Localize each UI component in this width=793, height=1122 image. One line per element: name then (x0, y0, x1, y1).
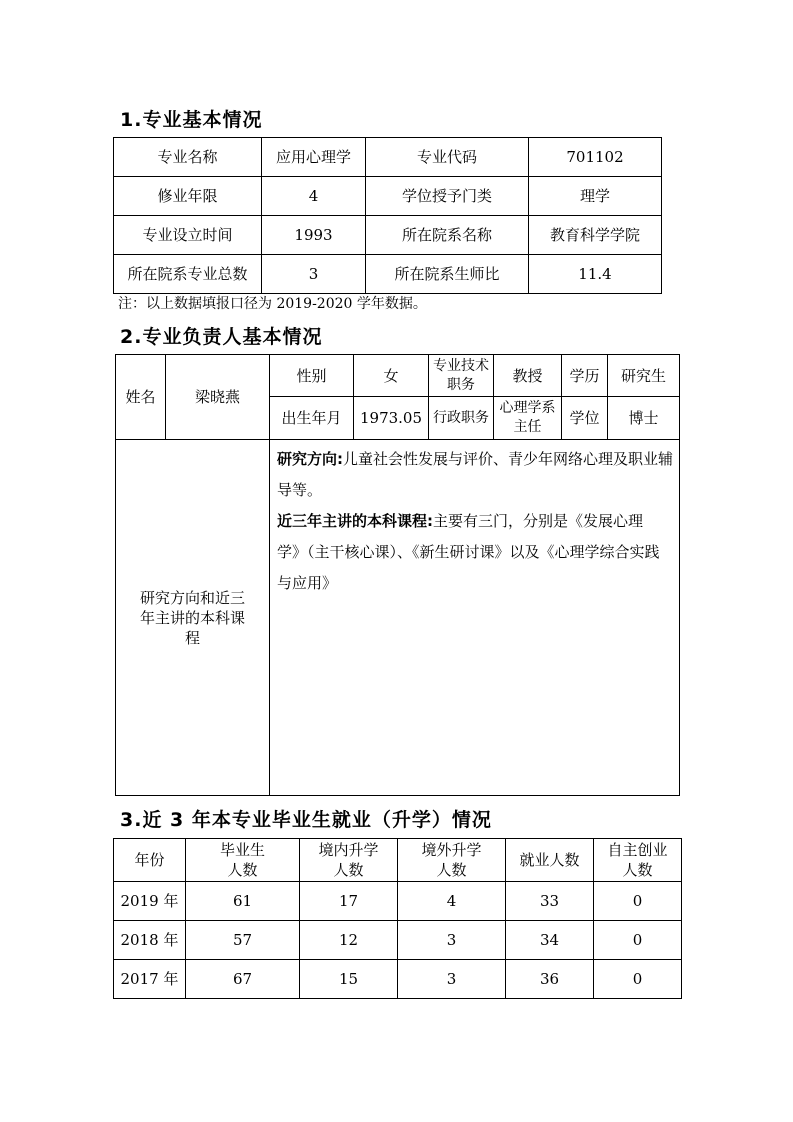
cell-label: 所在院系专业总数 (114, 255, 262, 294)
cell-value: 1993 (262, 216, 366, 255)
research-direction-text: 儿童社会性发展与评价、青少年网络心理及职业辅导等。 (277, 450, 674, 499)
cell-label: 所在院系名称 (366, 216, 529, 255)
table-cell: 4 (398, 882, 506, 921)
header-graduates: 毕业生人数 (186, 839, 300, 882)
name-value: 梁晓燕 (166, 355, 270, 440)
cell-label: 专业代码 (366, 138, 529, 177)
research-content (270, 440, 680, 796)
header-employed: 就业人数 (506, 839, 594, 882)
table-cell: 2018 年 (114, 921, 186, 960)
table-cell: 0 (594, 960, 682, 999)
table-cell: 33 (506, 882, 594, 921)
gender-value: 女 (354, 355, 429, 397)
degree-value: 博士 (608, 397, 680, 440)
table-cell: 2017 年 (114, 960, 186, 999)
title-label: 专业技术职务 (429, 355, 494, 397)
basic-info-table (113, 137, 662, 294)
gender-label: 性别 (270, 355, 354, 397)
cell-label: 专业名称 (114, 138, 262, 177)
table-cell: 0 (594, 882, 682, 921)
table-cell: 34 (506, 921, 594, 960)
section2-heading: 2.专业负责人基本情况 (120, 326, 323, 348)
cell-value: 4 (262, 177, 366, 216)
cell-value: 教育科学学院 (529, 216, 662, 255)
admin-label: 行政职务 (429, 397, 494, 440)
table-cell: 17 (300, 882, 398, 921)
employment-table (113, 838, 682, 999)
birth-value: 1973.05 (354, 397, 429, 440)
birth-label: 出生年月 (270, 397, 354, 440)
cell-label: 修业年限 (114, 177, 262, 216)
edu-value: 研究生 (608, 355, 680, 397)
table-cell: 2019 年 (114, 882, 186, 921)
recent-courses-label: 近三年主讲的本科课程: (277, 512, 433, 530)
table-cell: 3 (398, 921, 506, 960)
section3-heading: 3.近 3 年本专业毕业生就业（升学）情况 (120, 809, 492, 831)
research-label: 研究方向和近三年主讲的本科课程 (116, 440, 270, 796)
table-cell: 57 (186, 921, 300, 960)
cell-label: 专业设立时间 (114, 216, 262, 255)
recent-courses-text: 主要有三门，分别是《发展心理学》（主干核心课）、《新生研讨课》以及《心理学综合实践与应用》 (277, 512, 660, 592)
table-cell: 12 (300, 921, 398, 960)
table-cell: 15 (300, 960, 398, 999)
section1-heading: 1.专业基本情况 (120, 109, 263, 131)
cell-value: 应用心理学 (262, 138, 366, 177)
header-overseas-study: 境外升学人数 (398, 839, 506, 882)
research-direction (277, 444, 673, 506)
table-cell: 61 (186, 882, 300, 921)
table-cell: 36 (506, 960, 594, 999)
research-direction-label: 研究方向: (277, 450, 343, 468)
header-year: 年份 (114, 839, 186, 882)
table-cell: 0 (594, 921, 682, 960)
cell-label: 所在院系生师比 (366, 255, 529, 294)
cell-value: 3 (262, 255, 366, 294)
cell-value: 701102 (529, 138, 662, 177)
table-cell: 67 (186, 960, 300, 999)
header-self-employed: 自主创业人数 (594, 839, 682, 882)
recent-courses (277, 506, 673, 599)
cell-label: 学位授予门类 (366, 177, 529, 216)
cell-value: 11.4 (529, 255, 662, 294)
table-note: 注：以上数据填报口径为 2019-2020 学年数据。 (118, 296, 427, 312)
edu-label: 学历 (562, 355, 608, 397)
name-label: 姓名 (116, 355, 166, 440)
degree-label: 学位 (562, 397, 608, 440)
table-cell: 3 (398, 960, 506, 999)
admin-value: 心理学系主任 (494, 397, 562, 440)
cell-value: 理学 (529, 177, 662, 216)
title-value: 教授 (494, 355, 562, 397)
leader-info-table (115, 354, 680, 796)
header-domestic-study: 境内升学人数 (300, 839, 398, 882)
